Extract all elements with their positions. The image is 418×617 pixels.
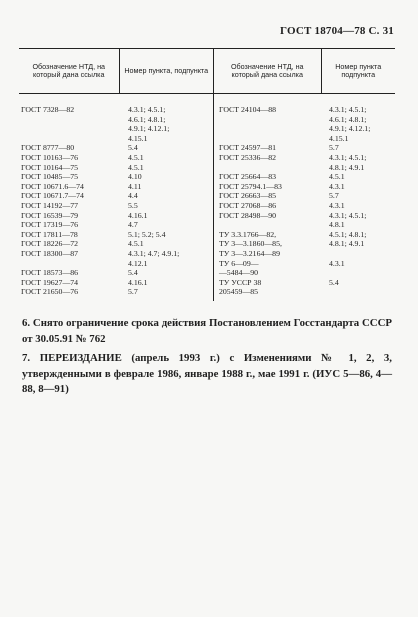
table-cell: 4.3.1 (329, 200, 345, 210)
table-cell: 4.5.1 (119, 239, 214, 249)
table-cell: ГОСТ 7328—82 (21, 105, 75, 114)
column-header: Номер пункта, подпункта (119, 49, 214, 94)
table-cell: —5484—90 (219, 268, 258, 278)
column-header: Обозначение НТД, на который дана ссылка (214, 49, 322, 94)
reference-table (19, 48, 395, 301)
table-header-row (19, 49, 395, 94)
table-row (19, 163, 395, 173)
table-cell: 205459—85 (219, 287, 258, 297)
table-row (19, 182, 395, 192)
table-cell: ГОСТ 18300—87 (21, 248, 79, 258)
table-cell: ГОСТ 25336—82 (219, 152, 277, 162)
table-cell: ТУ 3—3.2164—89 (219, 248, 280, 258)
table-row (19, 201, 395, 211)
note-item-7: 7. ПЕРЕИЗДАНИЕ (апрель 1993 г.) с Изменениями № 1, 2, 3, утвержденными в феврале 1986, январе 1988 г., мае 1991 г. (ИУС 5—86, 4—88, 8—91) (22, 352, 392, 395)
table-cell: ГОСТ 24104—88 (219, 105, 277, 114)
table-row (19, 259, 395, 269)
table-cell: 4.7 (119, 220, 214, 230)
table-cell: ГОСТ 17319—76 (21, 220, 79, 230)
table-cell: ГОСТ 28498—90 (219, 210, 277, 220)
table-cell: ГОСТ 10671.7—74 (21, 191, 84, 201)
table-cell: 4.5.1 (119, 153, 214, 163)
table-cell: ГОСТ 25794.1—83 (219, 181, 282, 191)
table-cell: ТУ УССР 38 (219, 277, 262, 287)
table-cell: 4.3.1; 4.5.1; (119, 105, 214, 115)
spacer-cell (214, 94, 322, 106)
table-spacer-row (19, 297, 395, 301)
table-row (19, 172, 395, 182)
table-cell: 4.5.1 (329, 172, 345, 182)
table-cell: 4.8.1; 4.9.1 (329, 239, 365, 249)
table-row (19, 268, 395, 278)
table-cell (19, 134, 119, 144)
table-cell: ГОСТ 10671.6—74 (21, 181, 84, 191)
table-row (19, 249, 395, 259)
table-cell: 4.3.1; 4.5.1; (329, 152, 367, 162)
note-item-6: 6. Снято ограничение срока действия Постановлением Госстандарта СССР от 30.05.91 № 762 (22, 317, 392, 345)
table-cell: 4.6.1; 4.8.1; (329, 114, 367, 124)
table-cell: 5.5 (119, 201, 214, 211)
table-cell (321, 287, 395, 297)
table-cell (214, 124, 322, 134)
table-row (19, 278, 395, 288)
spacer-cell (321, 297, 395, 301)
table-cell: 4.4 (119, 191, 214, 201)
table-cell (19, 259, 119, 269)
table-cell (214, 163, 322, 173)
table-spacer-row (19, 94, 395, 106)
table-cell (19, 115, 119, 125)
spacer-cell (19, 297, 119, 301)
table-cell: 5.4 (119, 268, 214, 278)
table-cell: ГОСТ 10485—75 (21, 172, 79, 182)
table-body (19, 94, 395, 301)
table-row (19, 124, 395, 134)
spacer-cell (19, 94, 119, 106)
table-cell: ТУ 3.3.1766—82, (219, 229, 277, 239)
table-cell: ГОСТ 14192—77 (21, 200, 79, 210)
table-cell: ТУ 6—09— (219, 258, 259, 268)
table-cell: ГОСТ 18573—86 (21, 268, 79, 278)
table-cell: ГОСТ 21650—76 (21, 287, 79, 297)
table-cell: ГОСТ 26663—85 (219, 191, 277, 201)
table-row (19, 239, 395, 249)
table-cell: 4.16.1 (119, 278, 214, 288)
table-row (19, 220, 395, 230)
table-cell: 5.4 (119, 143, 214, 153)
table-cell: 4.3.1 (329, 258, 345, 268)
table-cell: ГОСТ 8777—80 (21, 143, 75, 153)
table-cell: ГОСТ 24597—81 (219, 143, 277, 153)
table-cell: ГОСТ 17811—78 (21, 229, 78, 239)
table-cell (214, 220, 322, 230)
table-cell (321, 249, 395, 259)
table-cell: 4.15.1 (329, 133, 349, 143)
table-cell: 4.3.1; 4.7; 4.9.1; (119, 249, 214, 259)
table-cell: 4.6.1; 4.8.1; (119, 115, 214, 125)
table-cell: ГОСТ 16539—79 (21, 210, 79, 220)
column-header: Номер пункта подпункта (321, 49, 395, 94)
table-cell: ТУ 3—3.1860—85, (219, 239, 282, 249)
table-cell: ГОСТ 19627—74 (21, 277, 79, 287)
table-cell (321, 268, 395, 278)
column-header: Обозначение НТД, на который дана ссылка (19, 49, 119, 94)
table-cell: 4.11 (119, 182, 214, 192)
table-cell: 4.3.1 (329, 181, 345, 191)
table-cell: ГОСТ 18226—72 (21, 239, 79, 249)
spacer-cell (119, 94, 214, 106)
spacer-cell (321, 94, 395, 106)
table-row (19, 211, 395, 221)
table-cell: 4.5.1 (119, 163, 214, 173)
table-row (19, 115, 395, 125)
table-row (19, 153, 395, 163)
table-cell: 5.1; 5.2; 5.4 (119, 230, 214, 240)
table-row (19, 143, 395, 153)
table-cell: 4.8.1; 4.9.1 (329, 162, 365, 172)
table-cell: 4.16.1 (119, 211, 214, 221)
table-row (19, 191, 395, 201)
table-cell: ГОСТ 10164—75 (21, 162, 79, 172)
table-cell: 4.3.1; 4.5.1; (329, 105, 367, 114)
table-cell: 5.7 (329, 143, 339, 153)
table-cell: 5.7 (329, 191, 339, 201)
table-cell (19, 124, 119, 134)
table-row (19, 105, 395, 115)
page-header: ГОСТ 18704—78 С. 31 (280, 25, 394, 37)
table-cell: 4.8.1 (329, 220, 345, 230)
spacer-cell (214, 297, 322, 301)
table-cell (214, 134, 322, 144)
table-cell: 4.12.1 (119, 259, 214, 269)
table-cell: 4.5.1; 4.8.1; (329, 229, 367, 239)
table-row (19, 287, 395, 297)
table-cell: ГОСТ 27068—86 (219, 200, 277, 210)
table-row (19, 230, 395, 240)
table-cell: 5.4 (329, 277, 339, 287)
spacer-cell (119, 297, 214, 301)
table-cell: 4.15.1 (119, 134, 214, 144)
table-cell: ГОСТ 10163—76 (21, 152, 79, 162)
table-cell: 4.9.1; 4.12.1; (329, 124, 371, 134)
table-cell: 4.10 (119, 172, 214, 182)
table-cell: 5.7 (119, 287, 214, 297)
table-cell (214, 115, 322, 125)
table-row (19, 134, 395, 144)
table-cell: ГОСТ 25664—83 (219, 172, 277, 182)
table-cell: 4.9.1; 4.12.1; (119, 124, 214, 134)
table-cell: 4.3.1; 4.5.1; (329, 210, 367, 220)
